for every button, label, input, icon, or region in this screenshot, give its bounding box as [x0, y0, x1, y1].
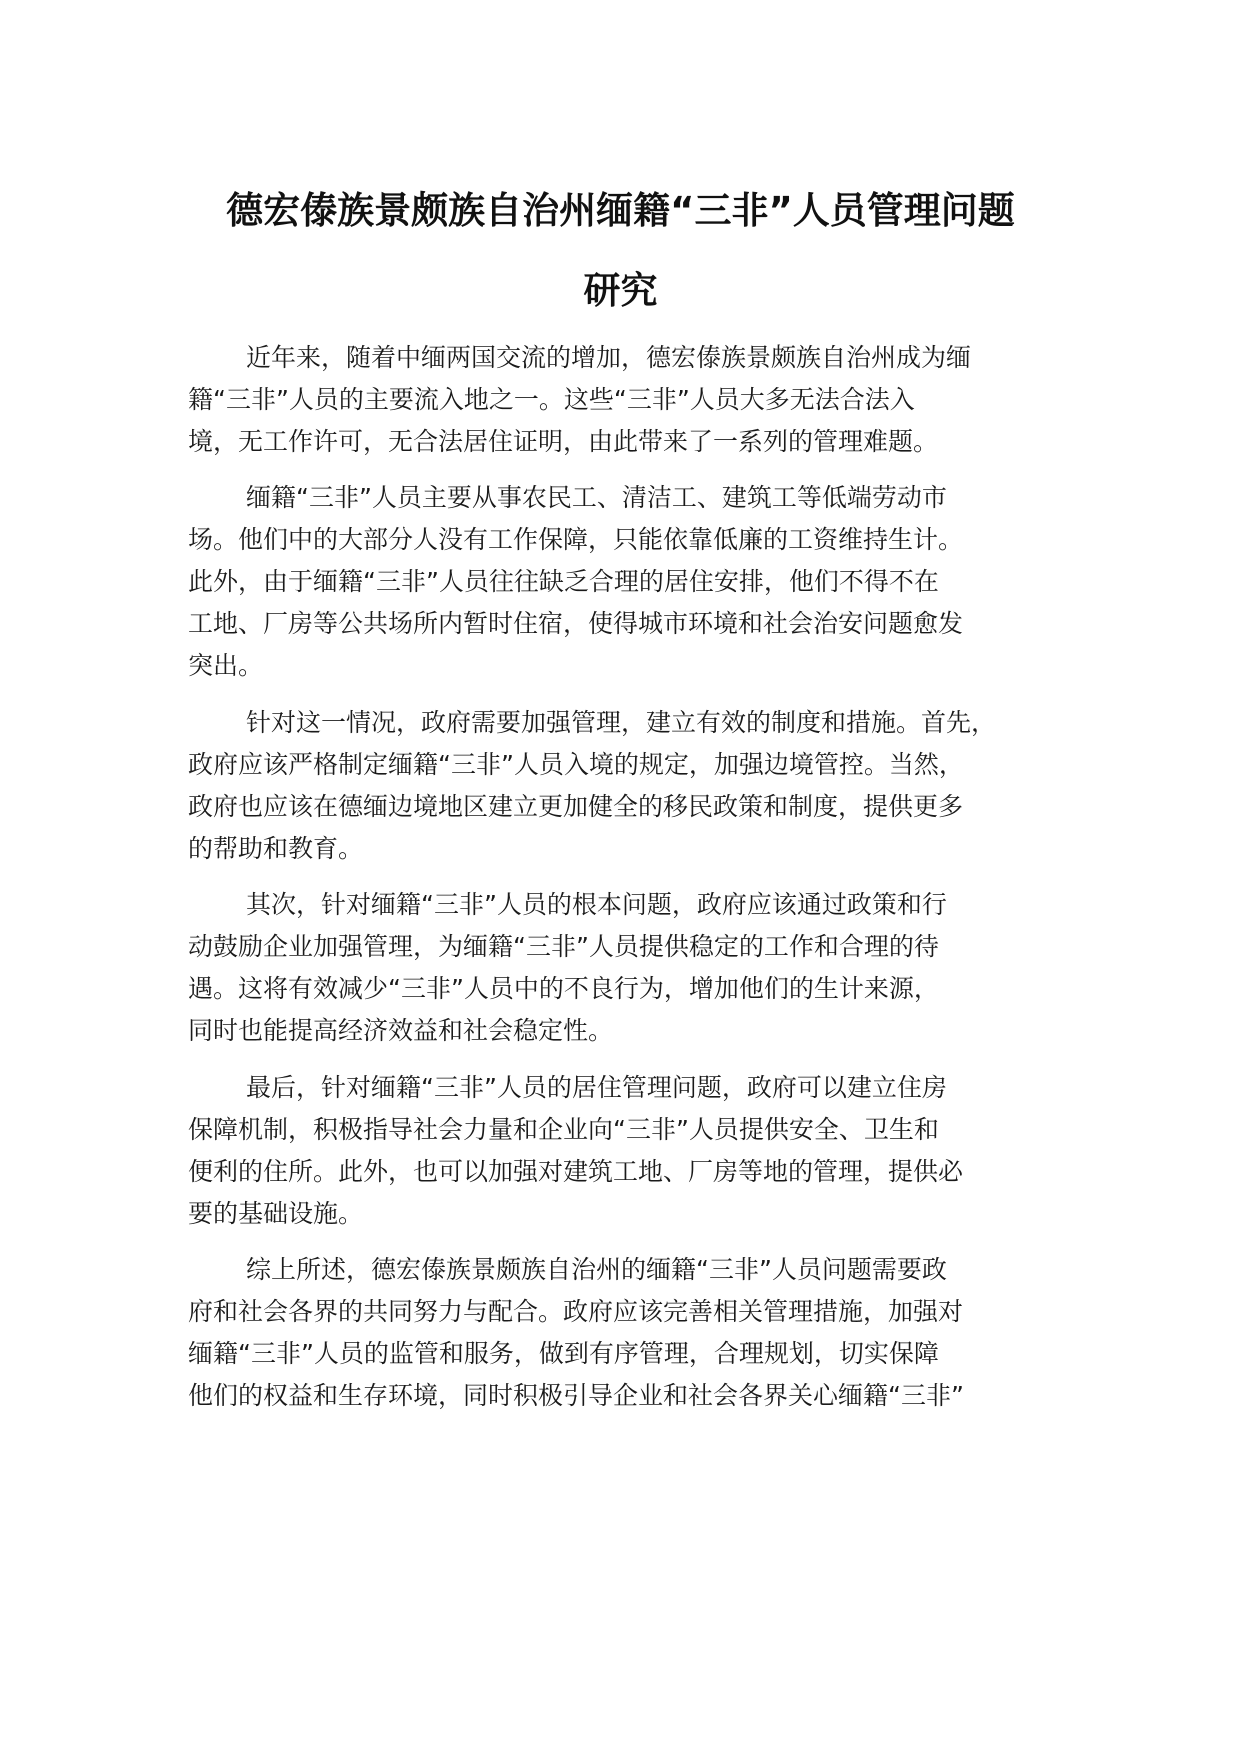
paragraph-6-line-3: 缅籍“三非”人员的监管和服务，做到有序管理，合理规划，切实保障	[188, 1339, 939, 1368]
paragraph-3-line-3: 政府也应该在德缅边境地区建立更加健全的移民政策和制度，提供更多	[188, 792, 964, 821]
paragraph-6-line-1: 综上所述，德宏傣族景颇族自治州的缅籍“三非”人员问题需要政	[246, 1255, 947, 1284]
paragraph-2-line-4: 工地、厂房等公共场所内暂时住宿，使得城市环境和社会治安问题愈发	[188, 609, 964, 638]
paragraph-5-line-4: 要的基础设施。	[188, 1199, 364, 1228]
paragraph-4-line-3: 遇。这将有效减少“三非”人员中的不良行为，增加他们的生计来源，	[188, 974, 939, 1003]
paragraph-2-line-5: 突出。	[188, 651, 264, 680]
paragraph-5-line-1: 最后，针对缅籍“三非”人员的居住管理问题，政府可以建立住房	[246, 1073, 947, 1102]
paragraph-3-line-1: 针对这一情况，政府需要加强管理，建立有效的制度和措施。首先，	[246, 708, 997, 737]
paragraph-3-line-4: 的帮助和教育。	[188, 834, 364, 863]
paragraph-1-line-2: 籍“三非”人员的主要流入地之一。这些“三非”人员大多无法合法入	[188, 385, 915, 414]
paragraph-4-line-4: 同时也能提高经济效益和社会稳定性。	[188, 1016, 614, 1045]
paragraph-5-line-2: 保障机制，积极指导社会力量和企业向“三非”人员提供安全、卫生和	[188, 1115, 939, 1144]
paragraph-6-line-4: 他们的权益和生存环境，同时积极引导企业和社会各界关心缅籍“三非”	[188, 1381, 964, 1410]
document-title-line-2: 研究	[583, 269, 658, 312]
paragraph-2-line-2: 场。他们中的大部分人没有工作保障，只能依靠低廉的工资维持生计。	[188, 525, 964, 554]
paragraph-4-line-1: 其次，针对缅籍“三非”人员的根本问题，政府应该通过政策和行	[246, 890, 947, 919]
paragraph-5-line-3: 便利的住所。此外，也可以加强对建筑工地、厂房等地的管理，提供必	[188, 1157, 964, 1186]
paragraph-6-line-2: 府和社会各界的共同努力与配合。政府应该完善相关管理措施，加强对	[188, 1297, 964, 1326]
paragraph-2-line-3: 此外，由于缅籍“三非”人员往往缺乏合理的居住安排，他们不得不在	[188, 567, 939, 596]
paragraph-3-line-2: 政府应该严格制定缅籍“三非”人员入境的规定，加强边境管控。当然，	[188, 750, 964, 779]
paragraph-4-line-2: 动鼓励企业加强管理，为缅籍“三非”人员提供稳定的工作和合理的待	[188, 932, 939, 961]
paragraph-2-line-1: 缅籍“三非”人员主要从事农民工、清洁工、建筑工等低端劳动市	[246, 483, 947, 512]
paragraph-1-line-3: 境，无工作许可，无合法居住证明，由此带来了一系列的管理难题。	[188, 427, 939, 456]
paragraph-1-line-1: 近年来，随着中缅两国交流的增加，德宏傣族景颇族自治州成为缅	[246, 343, 972, 372]
document-title-line-1: 德宏傣族景颇族自治州缅籍“三非”人员管理问题	[226, 189, 1015, 232]
